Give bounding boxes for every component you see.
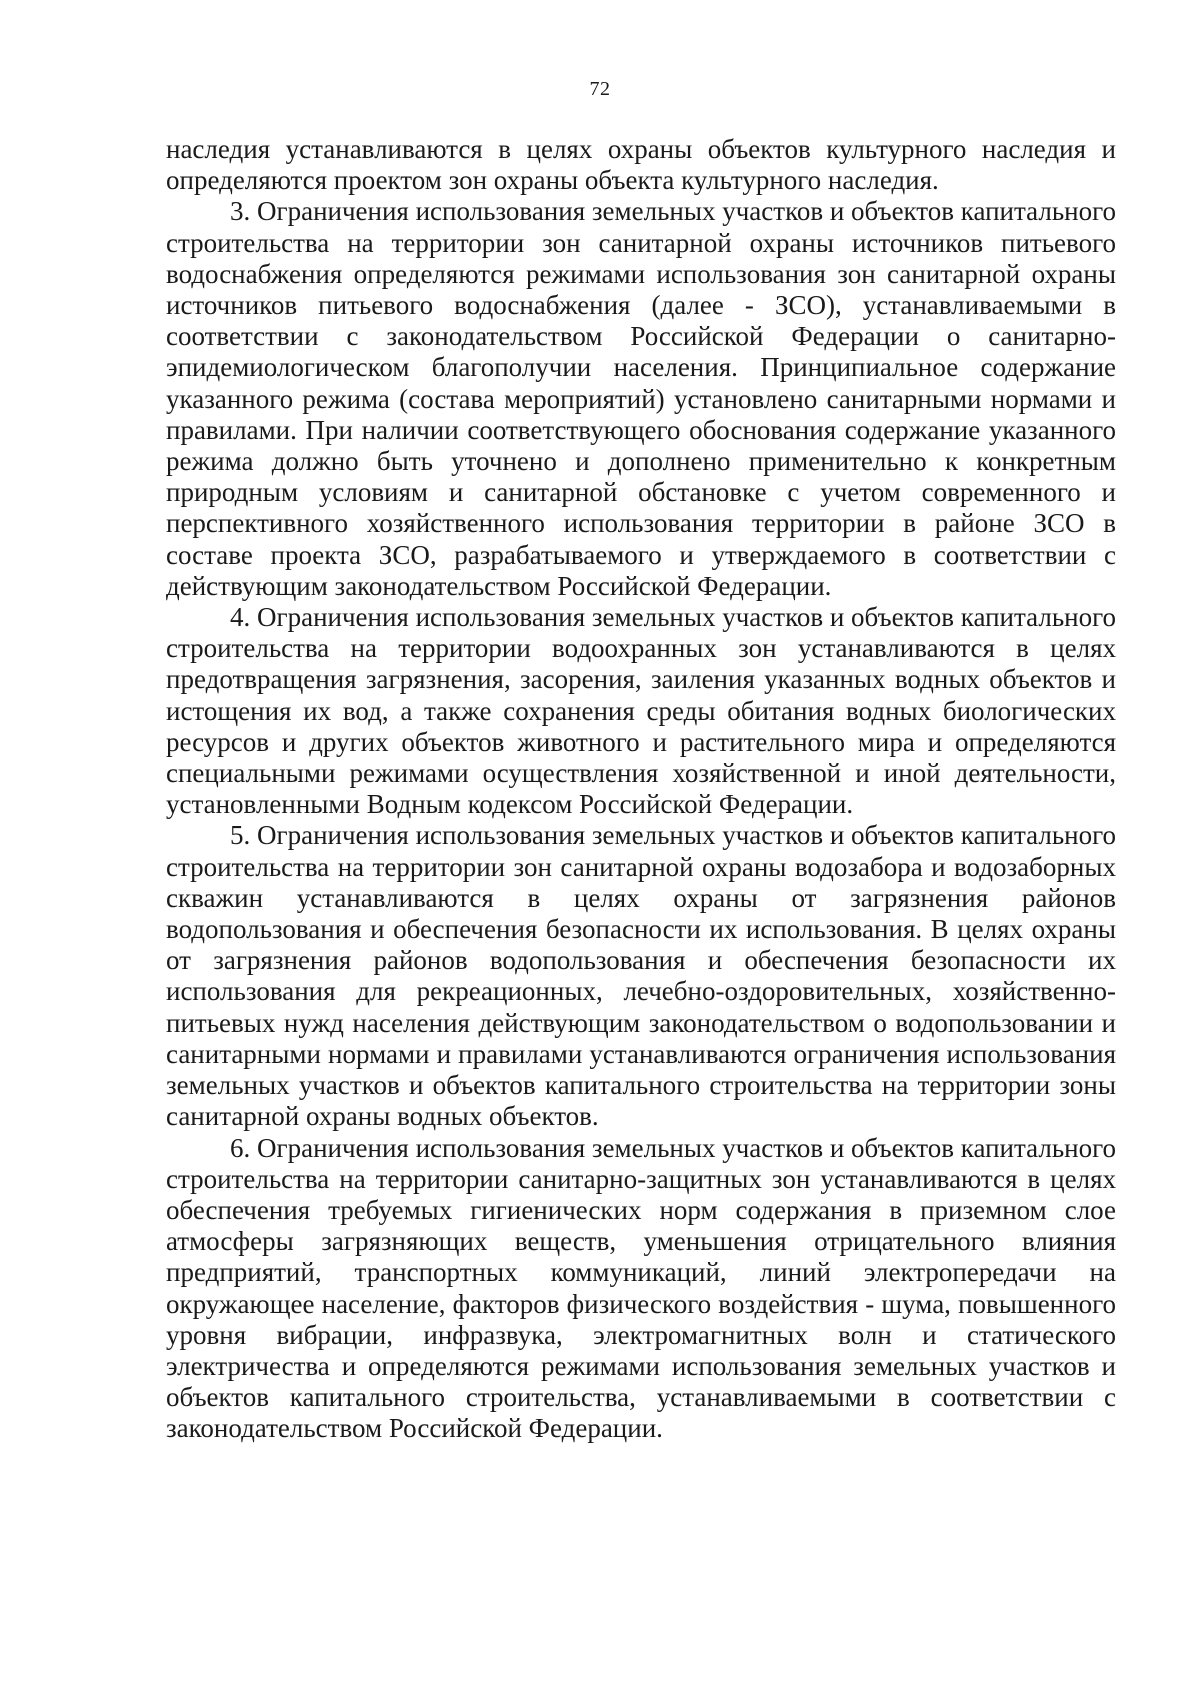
paragraph-item-6: 6. Ограничения использования земельных участков и объектов капитального строительства на территории санитарно-защитных зон устанавливаются в целях обеспечения требуемых гигиенических норм содержания в приземном слое атмосферы загрязняющих веществ, уменьшения отрицательного влияния предприятий, транспортных коммуникаций, линий электропередачи на окружающее население, факторов физического воздействия - шума, повышенного уровня вибрации, инфразвука, электромагнитных волн и статического электричества и определяются режимами использования земельных участков и объектов капитального строительства, устанавливаемыми в соответствии с законодательством Российской Федерации. xyxy=(166,1132,1116,1444)
paragraph-continuation: наследия устанавливаются в целях охраны объектов культурного наследия и определяются проектом зон охраны объекта культурного наследия. xyxy=(166,134,1116,196)
paragraph-item-3: 3. Ограничения использования земельных участков и объектов капитального строительства на территории зон санитарной охраны источников питьевого водоснабжения определяются режимами использования зон санитарной охраны источников питьевого водоснабжения (далее - ЗСО), устанавливаемыми в соответствии с законодательством Российской Федерации о санитарно-эпидемиологическом благополучии населения. Принципиальное содержание указанного режима (состава мероприятий) установлено санитарными нормами и правилами. При наличии соответствующего обоснования содержание указанного режима должно быть уточнено и дополнено применительно к конкретным природным условиям и санитарной обстановке с учетом современного и перспективного хозяйственного использования территории в районе ЗСО в составе проекта ЗСО, разрабатываемого и утверждаемого в соответствии с действующим законодательством Российской Федерации. xyxy=(166,196,1116,601)
page-number: 72 xyxy=(589,78,611,100)
document-body xyxy=(166,134,1116,1445)
paragraph-item-5: 5. Ограничения использования земельных участков и объектов капитального строительства на территории зон санитарной охраны водозабора и водозаборных скважин устанавливаются в целях охраны от загрязнения районов водопользования и обеспечения безопасности их использования. В целях охраны от загрязнения районов водопользования и обеспечения безопасности их использования для рекреационных, лечебно-оздоровительных, хозяйственно-питьевых нужд населения действующим законодательством о водопользовании и санитарными нормами и правилами устанавливаются ограничения использования земельных участков и объектов капитального строительства на территории зоны санитарной охраны водных объектов. xyxy=(166,820,1116,1132)
paragraph-item-4: 4. Ограничения использования земельных участков и объектов капитального строительства на территории водоохранных зон устанавливаются в целях предотвращения загрязнения, засорения, заиления указанных водных объектов и истощения их вод, а также сохранения среды обитания водных биологических ресурсов и других объектов животного и растительного мира и определяются специальными режимами осуществления хозяйственной и иной деятельности, установленными Водным кодексом Российской Федерации. xyxy=(166,602,1116,820)
